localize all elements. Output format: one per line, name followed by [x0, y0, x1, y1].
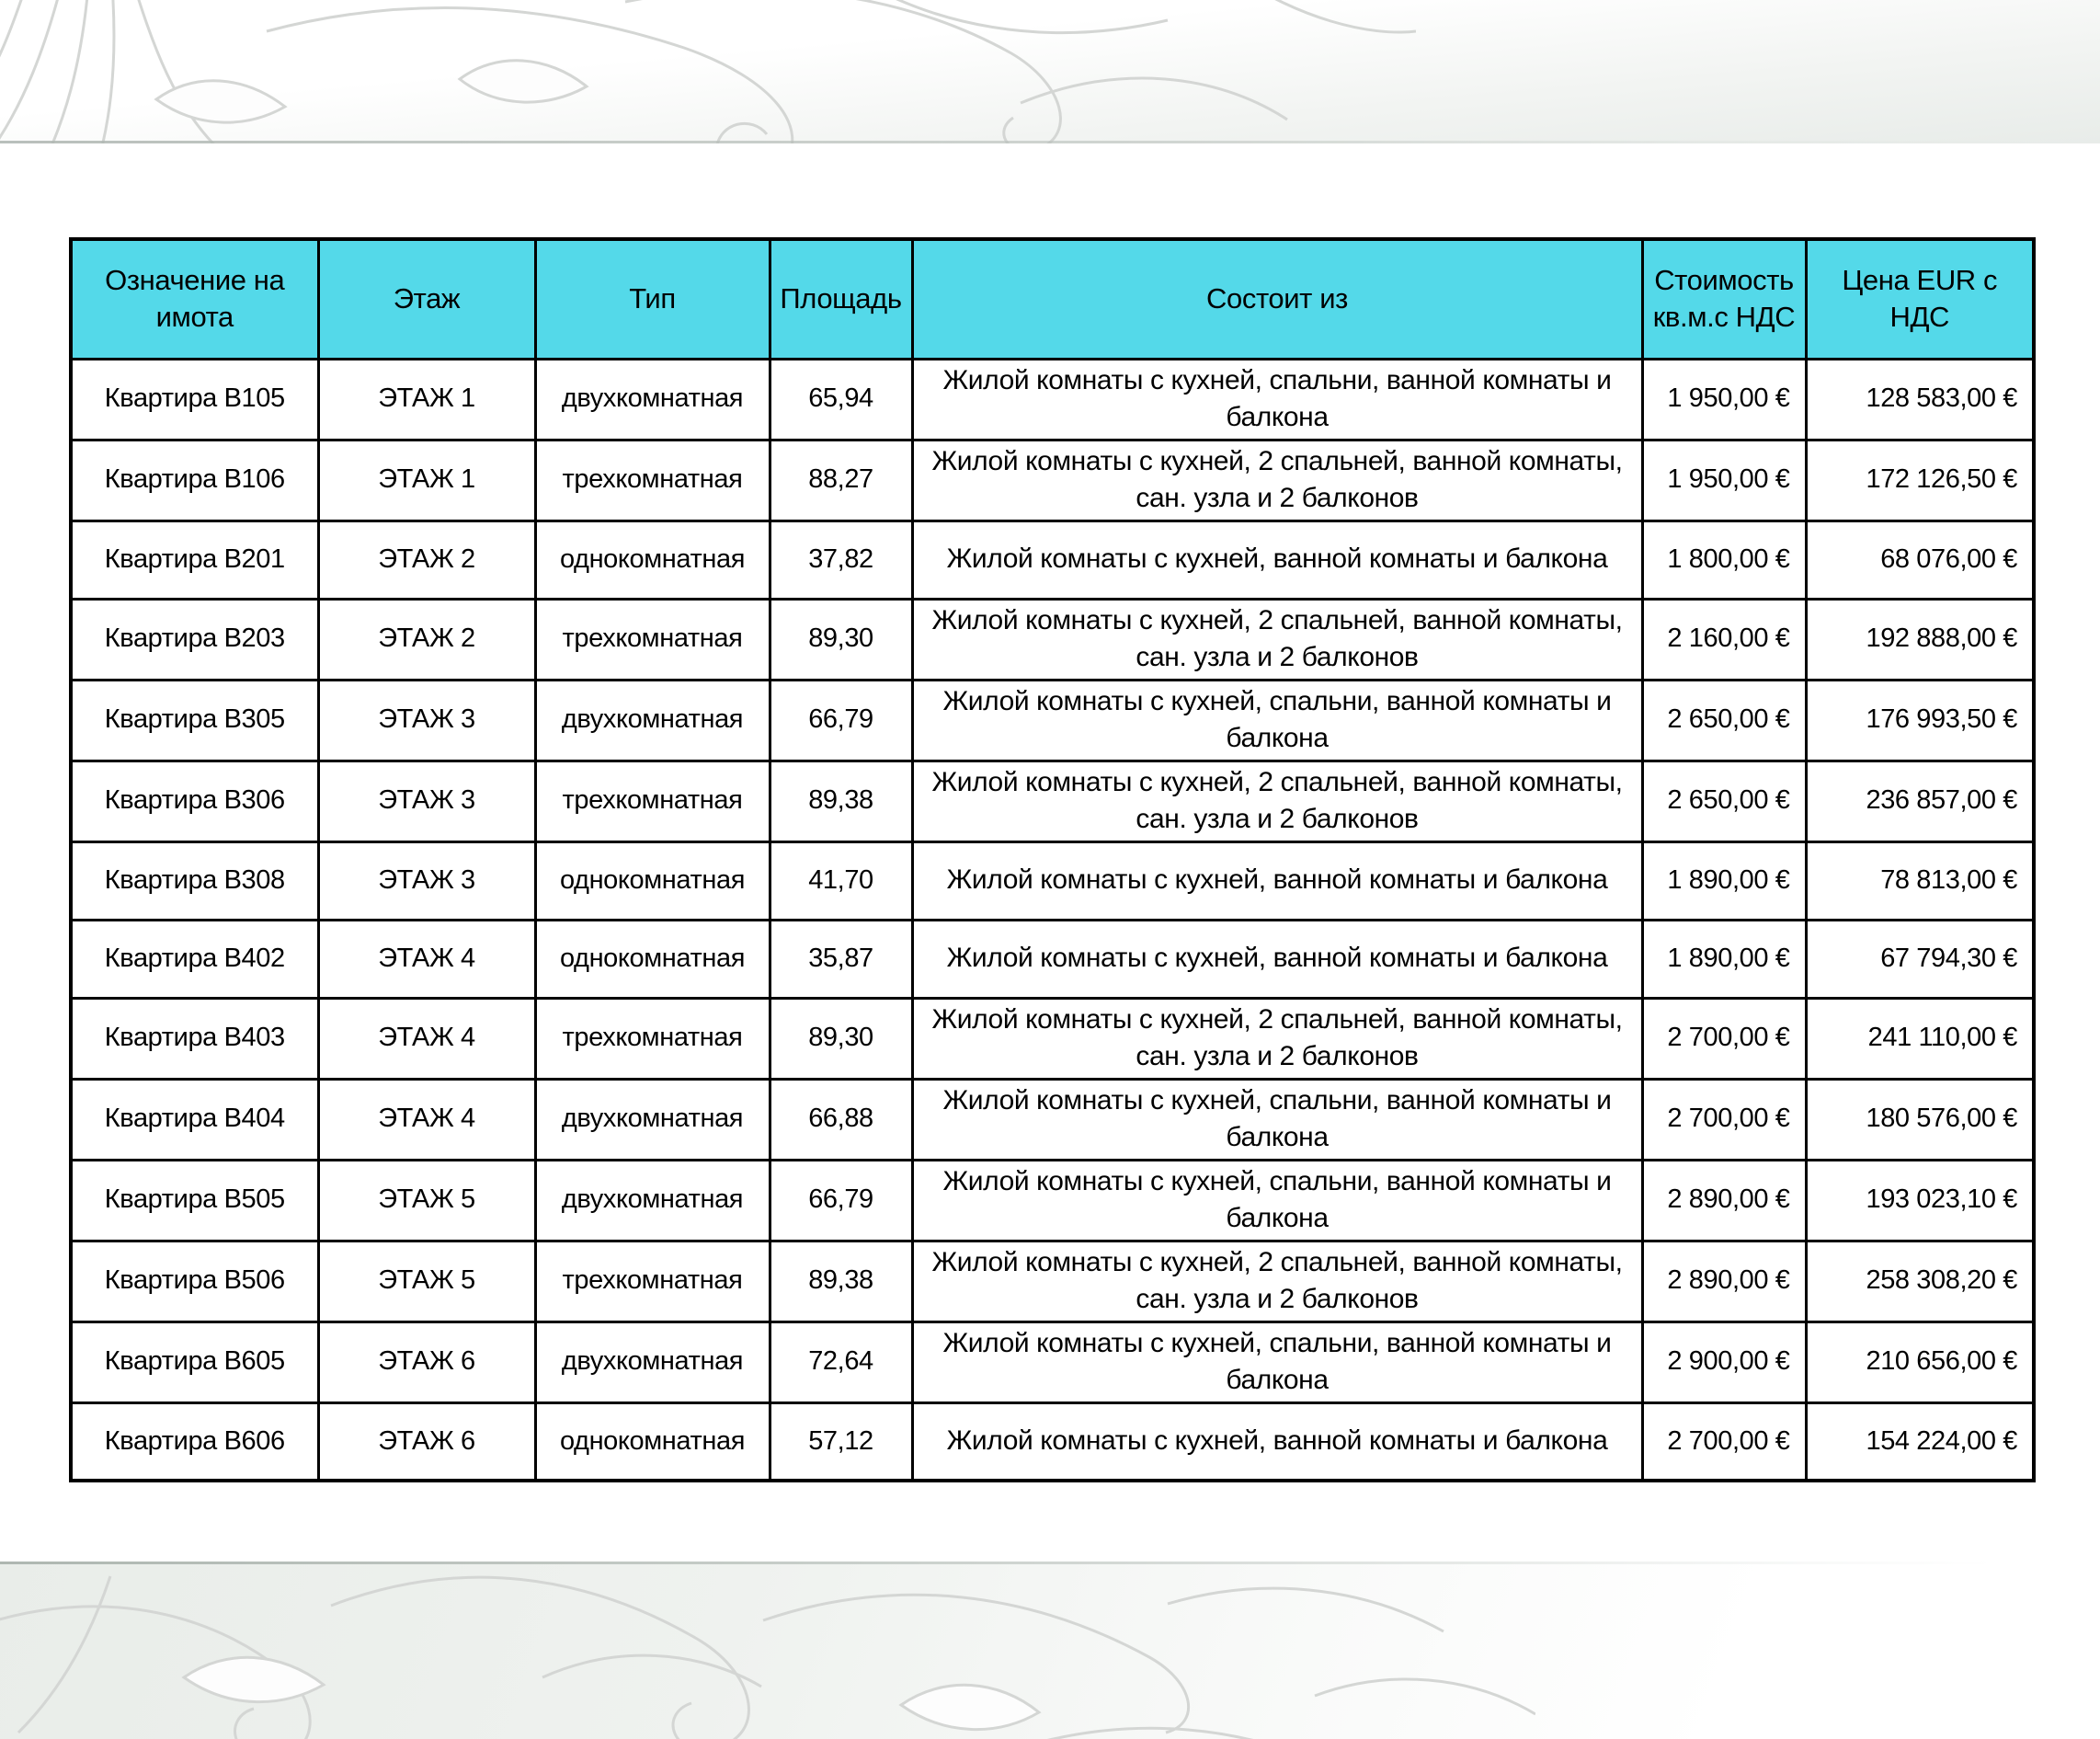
cell-type: однокомнатная — [535, 841, 770, 920]
cell-composition: Жилой комнаты с кухней, 2 спальней, ванной комнаты, сан. узла и 2 балконов — [912, 1241, 1642, 1321]
top-decoration-band — [0, 0, 2100, 143]
cell-price_per_sqm: 2 900,00 € — [1642, 1321, 1806, 1402]
cell-type: двухкомнатная — [535, 1321, 770, 1402]
cell-floor: ЭТАЖ 4 — [318, 1079, 535, 1160]
cell-price_eur: 176 993,50 € — [1806, 680, 2034, 761]
column-header-price-eur: Цена EUR с НДС — [1806, 239, 2034, 359]
cell-price_per_sqm: 2 700,00 € — [1642, 1402, 1806, 1481]
table-body — [71, 359, 2034, 1481]
cell-type: двухкомнатная — [535, 680, 770, 761]
cell-area: 72,64 — [770, 1321, 912, 1402]
cell-area: 57,12 — [770, 1402, 912, 1481]
column-header-price-per-sqm: Стоимость кв.м.с НДС — [1642, 239, 1806, 359]
table-row — [71, 359, 2034, 440]
table-row — [71, 1160, 2034, 1241]
table-row — [71, 841, 2034, 920]
cell-composition: Жилой комнаты с кухней, ванной комнаты и балкона — [912, 521, 1642, 599]
cell-price_per_sqm: 2 160,00 € — [1642, 599, 1806, 680]
cell-price_per_sqm: 1 800,00 € — [1642, 521, 1806, 599]
cell-price_eur: 154 224,00 € — [1806, 1402, 2034, 1481]
cell-area: 66,88 — [770, 1079, 912, 1160]
cell-designation: Квартира B203 — [71, 599, 318, 680]
cell-floor: ЭТАЖ 5 — [318, 1160, 535, 1241]
cell-floor: ЭТАЖ 6 — [318, 1402, 535, 1481]
cell-floor: ЭТАЖ 1 — [318, 359, 535, 440]
cell-type: трехкомнатная — [535, 761, 770, 841]
cell-designation: Квартира B105 — [71, 359, 318, 440]
cell-type: однокомнатная — [535, 920, 770, 998]
table-row — [71, 920, 2034, 998]
cell-price_per_sqm: 2 700,00 € — [1642, 1079, 1806, 1160]
cell-area: 88,27 — [770, 440, 912, 521]
table-row — [71, 761, 2034, 841]
table-row — [71, 998, 2034, 1079]
cell-price_per_sqm: 1 890,00 € — [1642, 841, 1806, 920]
table-row — [71, 1321, 2034, 1402]
cell-designation: Квартира B402 — [71, 920, 318, 998]
cell-designation: Квартира B404 — [71, 1079, 318, 1160]
cell-area: 35,87 — [770, 920, 912, 998]
cell-type: двухкомнатная — [535, 1079, 770, 1160]
cell-floor: ЭТАЖ 3 — [318, 761, 535, 841]
cell-area: 89,30 — [770, 599, 912, 680]
cell-designation: Квартира B306 — [71, 761, 318, 841]
cell-area: 66,79 — [770, 680, 912, 761]
cell-composition: Жилой комнаты с кухней, спальни, ванной комнаты и балкона — [912, 1321, 1642, 1402]
column-header-designation: Означение на имота — [71, 239, 318, 359]
cell-designation: Квартира B605 — [71, 1321, 318, 1402]
cell-price_per_sqm: 2 700,00 € — [1642, 998, 1806, 1079]
cell-price_eur: 192 888,00 € — [1806, 599, 2034, 680]
cell-price_per_sqm: 2 650,00 € — [1642, 761, 1806, 841]
cell-floor: ЭТАЖ 4 — [318, 920, 535, 998]
table-row — [71, 680, 2034, 761]
cell-composition: Жилой комнаты с кухней, спальни, ванной комнаты и балкона — [912, 680, 1642, 761]
cell-price_eur: 68 076,00 € — [1806, 521, 2034, 599]
table-row — [71, 440, 2034, 521]
cell-price_per_sqm: 2 650,00 € — [1642, 680, 1806, 761]
cell-composition: Жилой комнаты с кухней, спальни, ванной комнаты и балкона — [912, 1079, 1642, 1160]
table-row — [71, 521, 2034, 599]
cell-designation: Квартира B606 — [71, 1402, 318, 1481]
table-row — [71, 1241, 2034, 1321]
cell-designation: Квартира B305 — [71, 680, 318, 761]
cell-type: однокомнатная — [535, 521, 770, 599]
cell-price_per_sqm: 1 890,00 € — [1642, 920, 1806, 998]
cell-price_eur: 128 583,00 € — [1806, 359, 2034, 440]
cell-composition: Жилой комнаты с кухней, ванной комнаты и балкона — [912, 1402, 1642, 1481]
table-row — [71, 599, 2034, 680]
column-header-composition: Состоит из — [912, 239, 1642, 359]
cell-designation: Квартира B308 — [71, 841, 318, 920]
cell-floor: ЭТАЖ 1 — [318, 440, 535, 521]
cell-designation: Квартира B403 — [71, 998, 318, 1079]
cell-price_eur: 210 656,00 € — [1806, 1321, 2034, 1402]
cell-floor: ЭТАЖ 3 — [318, 680, 535, 761]
cell-price_eur: 180 576,00 € — [1806, 1079, 2034, 1160]
table-row — [71, 1079, 2034, 1160]
flourish-ornament-top — [0, 0, 1416, 143]
cell-designation: Квартира B506 — [71, 1241, 318, 1321]
bottom-decoration-band — [0, 1562, 2100, 1739]
cell-composition: Жилой комнаты с кухней, 2 спальней, ванной комнаты, сан. узла и 2 балконов — [912, 761, 1642, 841]
cell-designation: Квартира B201 — [71, 521, 318, 599]
table-row — [71, 1402, 2034, 1481]
cell-price_per_sqm: 1 950,00 € — [1642, 440, 1806, 521]
cell-area: 89,38 — [770, 761, 912, 841]
cell-type: двухкомнатная — [535, 359, 770, 440]
cell-type: двухкомнатная — [535, 1160, 770, 1241]
cell-type: однокомнатная — [535, 1402, 770, 1481]
cell-composition: Жилой комнаты с кухней, 2 спальней, ванной комнаты, сан. узла и 2 балконов — [912, 998, 1642, 1079]
cell-price_eur: 193 023,10 € — [1806, 1160, 2034, 1241]
cell-composition: Жилой комнаты с кухней, ванной комнаты и балкона — [912, 841, 1642, 920]
cell-type: трехкомнатная — [535, 1241, 770, 1321]
cell-area: 65,94 — [770, 359, 912, 440]
cell-price_eur: 236 857,00 € — [1806, 761, 2034, 841]
cell-price_eur: 241 110,00 € — [1806, 998, 2034, 1079]
column-header-type: Тип — [535, 239, 770, 359]
cell-price_eur: 172 126,50 € — [1806, 440, 2034, 521]
cell-composition: Жилой комнаты с кухней, спальни, ванной комнаты и балкона — [912, 1160, 1642, 1241]
flourish-ornament-bottom — [0, 1567, 1535, 1739]
cell-floor: ЭТАЖ 3 — [318, 841, 535, 920]
cell-designation: Квартира B106 — [71, 440, 318, 521]
cell-floor: ЭТАЖ 5 — [318, 1241, 535, 1321]
cell-area: 89,38 — [770, 1241, 912, 1321]
cell-composition: Жилой комнаты с кухней, 2 спальней, ванной комнаты, сан. узла и 2 балконов — [912, 599, 1642, 680]
price-table — [69, 237, 2036, 1482]
header-row — [71, 239, 2034, 359]
cell-composition: Жилой комнаты с кухней, спальни, ванной комнаты и балкона — [912, 359, 1642, 440]
cell-floor: ЭТАЖ 2 — [318, 521, 535, 599]
cell-price_eur: 67 794,30 € — [1806, 920, 2034, 998]
cell-area: 41,70 — [770, 841, 912, 920]
cell-type: трехкомнатная — [535, 998, 770, 1079]
cell-composition: Жилой комнаты с кухней, ванной комнаты и балкона — [912, 920, 1642, 998]
cell-price_per_sqm: 1 950,00 € — [1642, 359, 1806, 440]
cell-type: трехкомнатная — [535, 440, 770, 521]
cell-floor: ЭТАЖ 2 — [318, 599, 535, 680]
cell-composition: Жилой комнаты с кухней, 2 спальней, ванной комнаты, сан. узла и 2 балконов — [912, 440, 1642, 521]
table-header — [71, 239, 2034, 359]
column-header-floor: Этаж — [318, 239, 535, 359]
cell-price_eur: 78 813,00 € — [1806, 841, 2034, 920]
cell-price_eur: 258 308,20 € — [1806, 1241, 2034, 1321]
cell-designation: Квартира B505 — [71, 1160, 318, 1241]
cell-area: 66,79 — [770, 1160, 912, 1241]
cell-price_per_sqm: 2 890,00 € — [1642, 1241, 1806, 1321]
cell-floor: ЭТАЖ 4 — [318, 998, 535, 1079]
cell-type: трехкомнатная — [535, 599, 770, 680]
column-header-area: Площадь — [770, 239, 912, 359]
cell-price_per_sqm: 2 890,00 € — [1642, 1160, 1806, 1241]
cell-floor: ЭТАЖ 6 — [318, 1321, 535, 1402]
cell-area: 37,82 — [770, 521, 912, 599]
cell-area: 89,30 — [770, 998, 912, 1079]
